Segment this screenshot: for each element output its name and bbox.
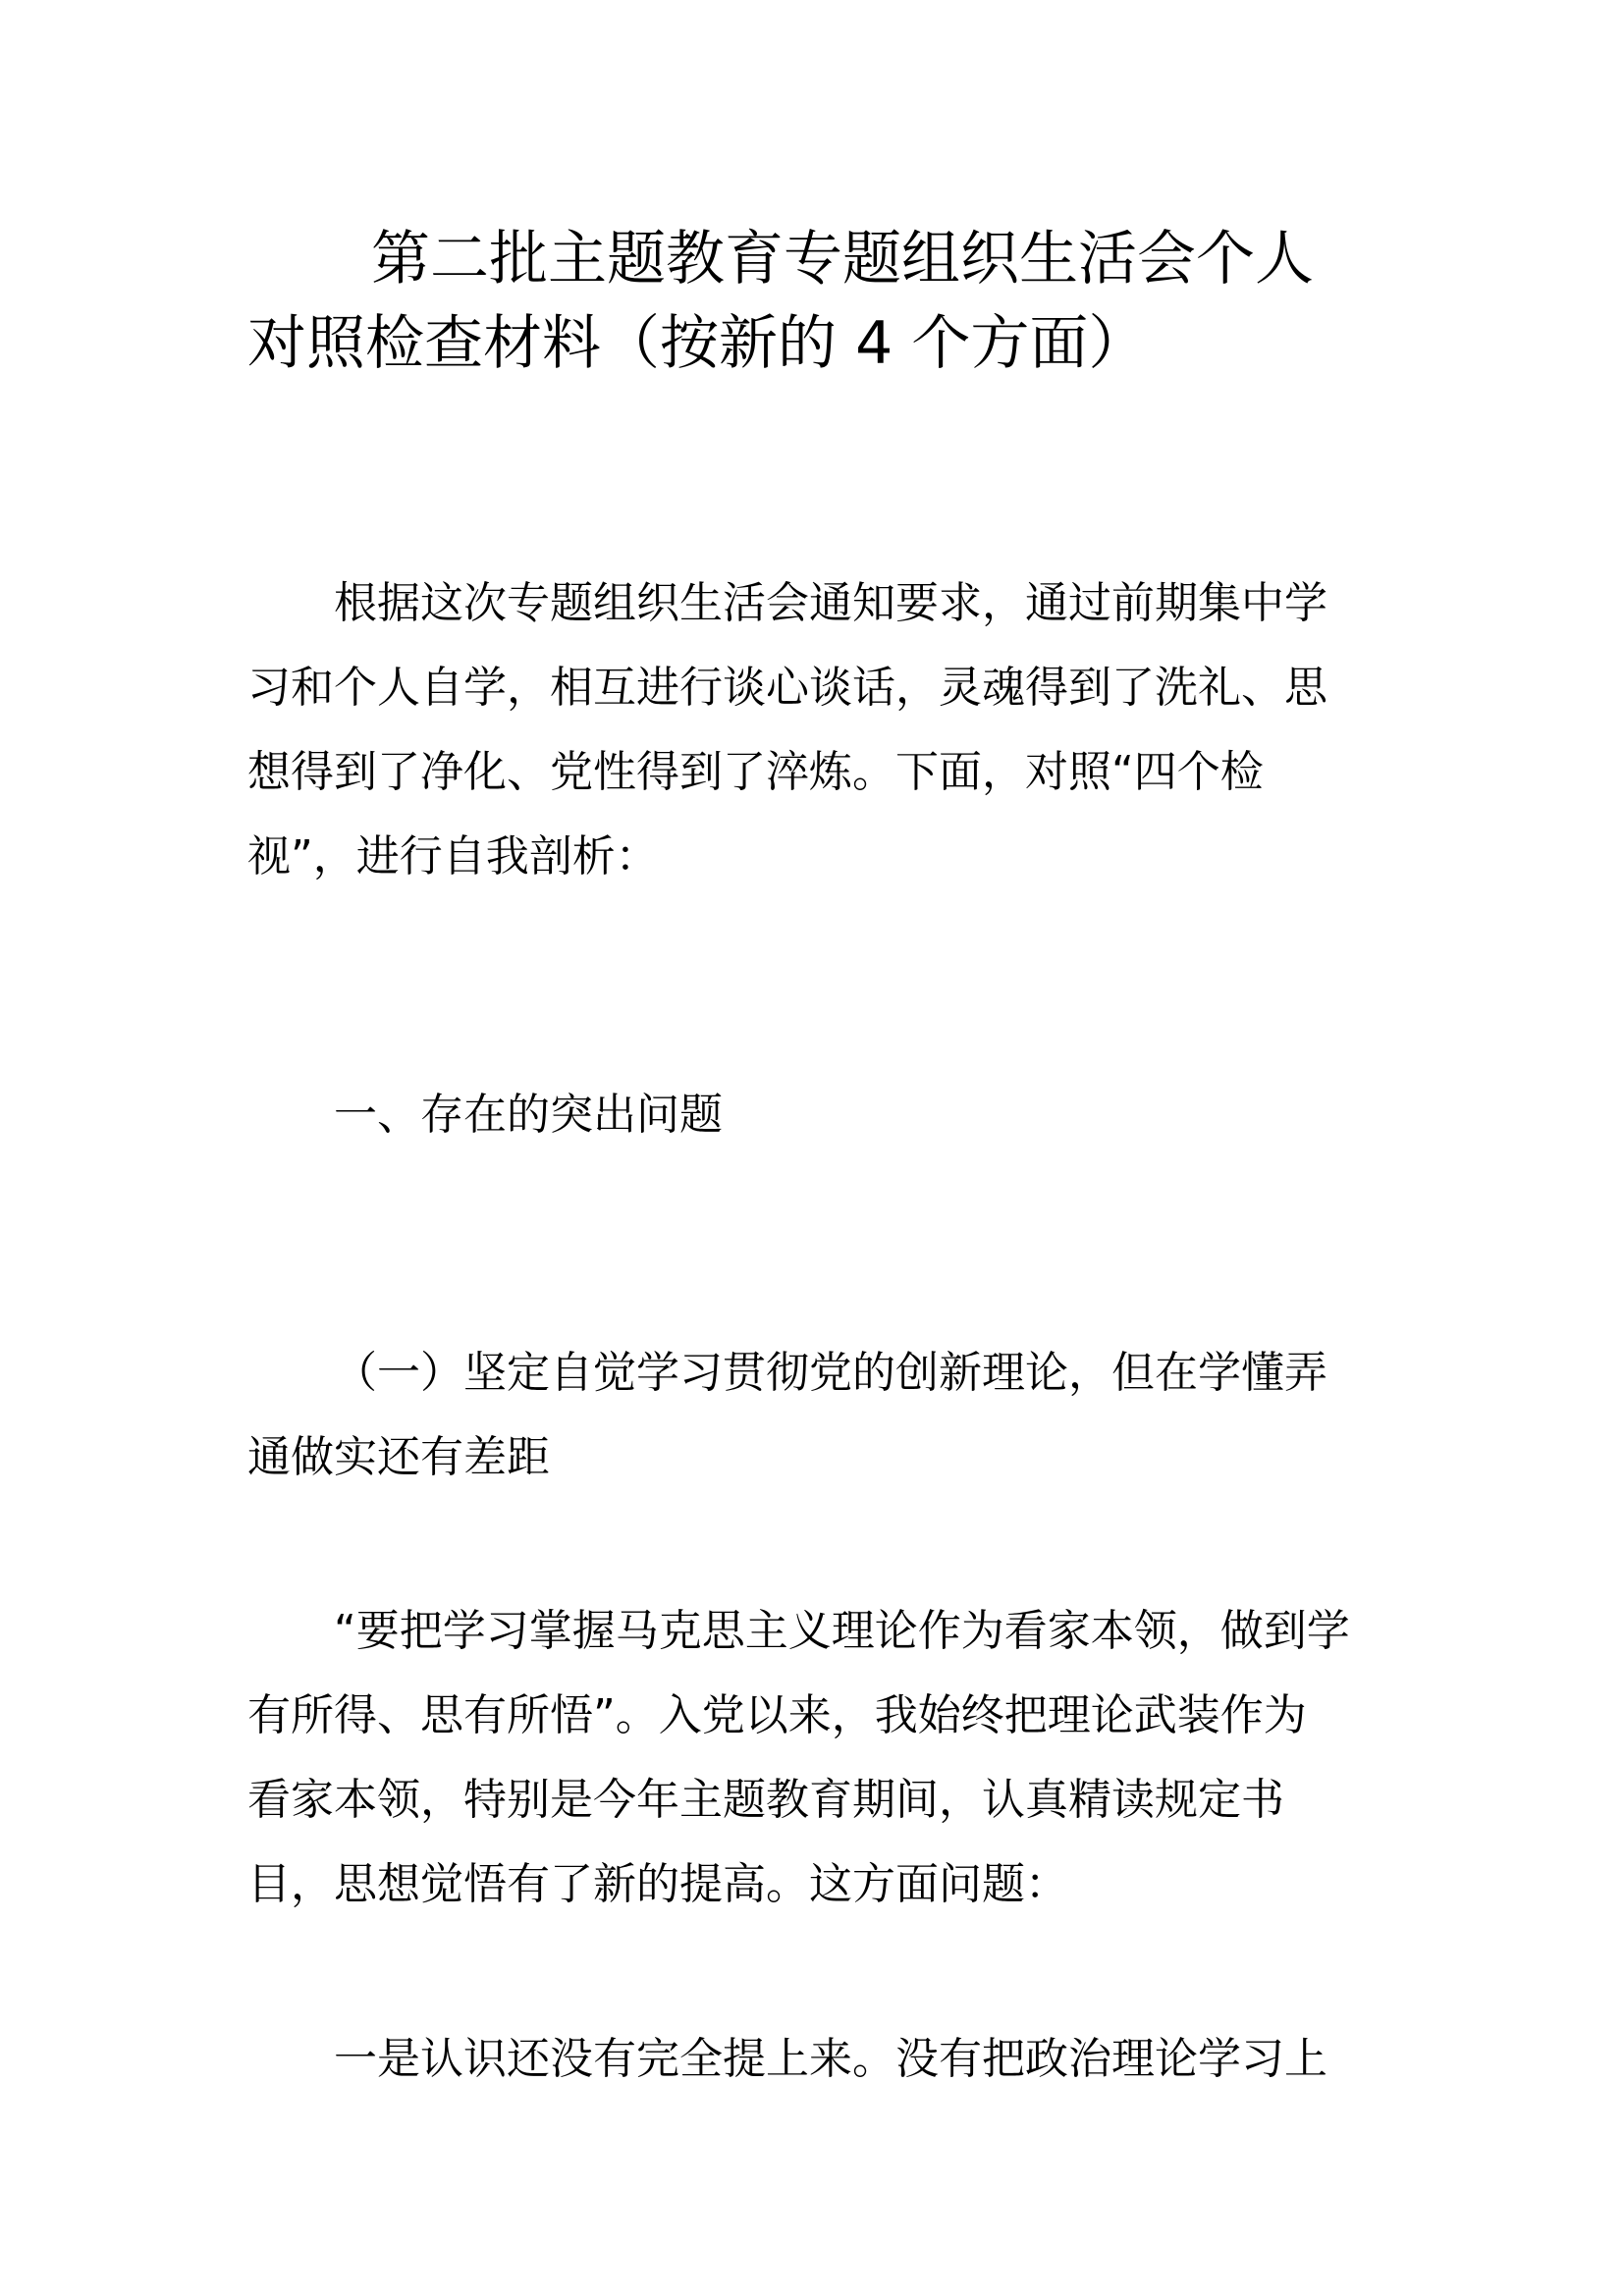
intro-line-2: 习和个人自学，相互进行谈心谈话，灵魂得到了洗礼、思	[247, 663, 1327, 713]
quote-line-2: 有所得、思有所悟”。入党以来，我始终把理论武装作为	[247, 1690, 1307, 1740]
quote-line-1: “要把学习掌握马克思主义理论作为看家本领，做到学	[334, 1606, 1350, 1656]
section-heading: 一、存在的突出问题	[334, 1090, 723, 1140]
intro-line-1: 根据这次专题组织生活会通知要求，通过前期集中学	[334, 578, 1327, 628]
quote-line-4: 目，思想觉悟有了新的提高。这方面问题：	[247, 1859, 1068, 1909]
subsection-line-2: 通做实还有差距	[247, 1432, 550, 1482]
intro-line-4: 视”，进行自我剖析：	[247, 831, 659, 881]
intro-line-3: 想得到了净化、党性得到了淬炼。下面，对照“四个检	[247, 747, 1264, 797]
quote-line-3: 看家本领，特别是今年主题教育期间，认真精读规定书	[247, 1775, 1284, 1825]
document-title-line-2: 对照检查材料（按新的 4 个方面）	[247, 309, 1148, 378]
document-title-line-1: 第二批主题教育专题组织生活会个人	[371, 225, 1314, 294]
subsection-line-1: （一）坚定自觉学习贯彻党的创新理论，但在学懂弄	[334, 1348, 1327, 1398]
point-line-1: 一是认识还没有完全提上来。没有把政治理论学习上	[334, 2034, 1327, 2084]
